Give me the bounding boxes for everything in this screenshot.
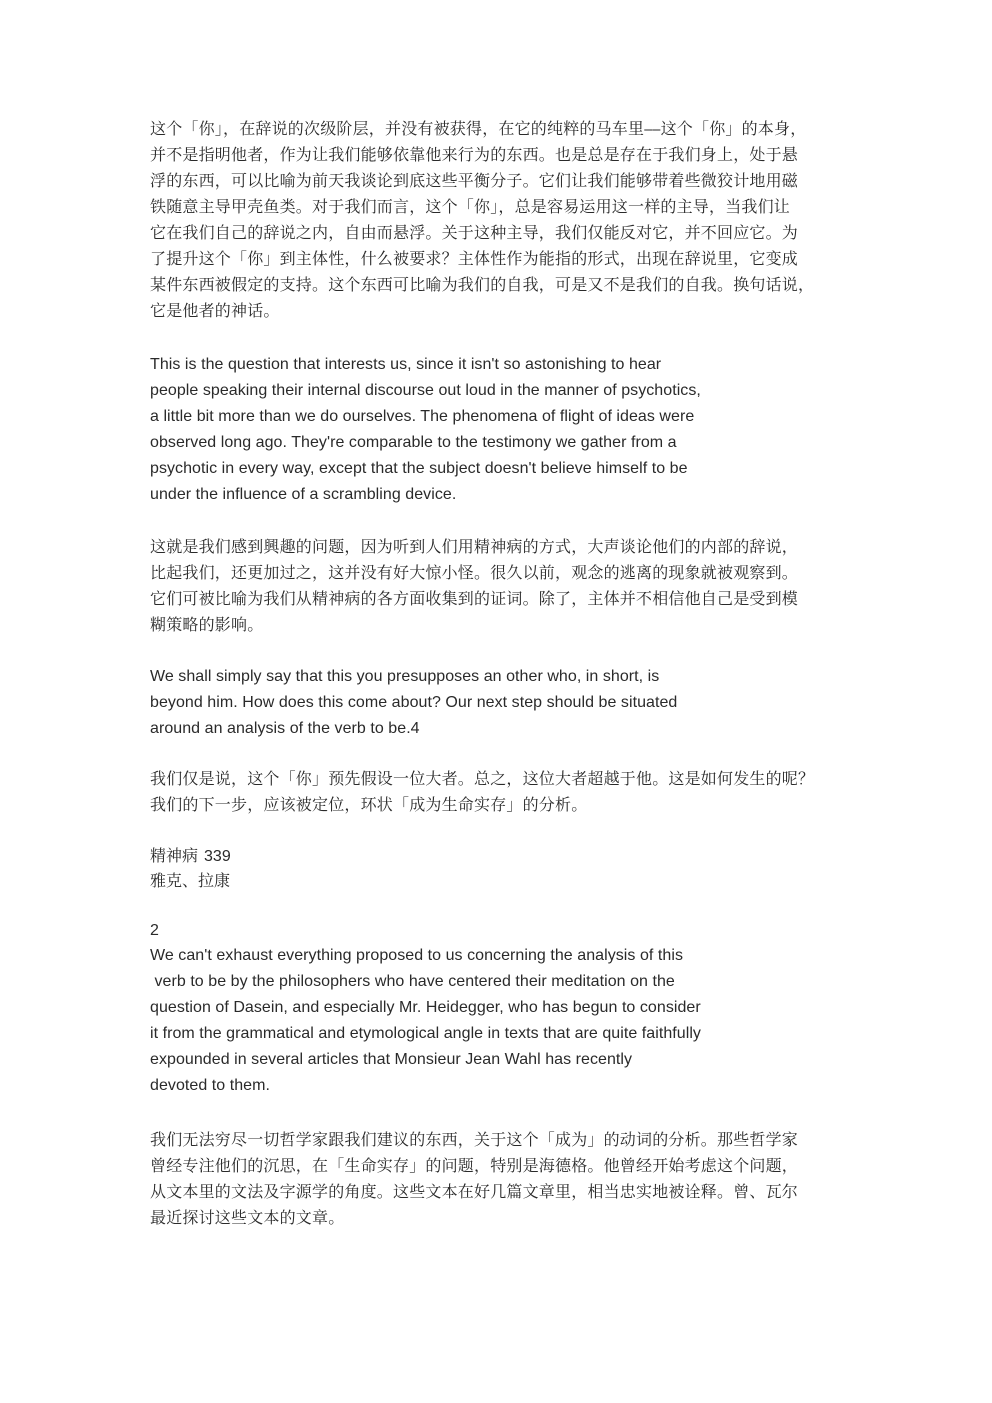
text-line: 比起我们，还更加过之，这并没有好大惊小怪。很久以前，观念的逃离的现象就被观察到。 [150, 563, 799, 582]
paragraph-zh-2 [150, 534, 845, 638]
text-line: 糊策略的影响。 [150, 615, 264, 634]
text-line: it from the grammatical and etymological angle in texts that are quite faithfully [150, 1025, 701, 1042]
text-line: We can't exhaust everything proposed to us concerning the analysis of this [150, 947, 683, 964]
text-line: under the influence of a scrambling device. [150, 486, 457, 503]
text-line: 这就是我们感到興趣的问题，因为听到人们用精神病的方式，大声谈论他们的内部的辞说， [150, 537, 799, 556]
text-line: 从文本里的文法及字源学的角度。这些文本在好几篇文章里，相当忠实地被诠释。曾、瓦尔 [150, 1182, 799, 1201]
paragraph-zh-1 [150, 116, 845, 324]
text-line: 这个「你」，在辞说的次级阶层，并没有被获得，在它的纯粹的马车里⎯⎯这个「你」的本身， [150, 119, 807, 138]
text-line: people speaking their internal discourse out loud in the manner of psychotics, [150, 382, 701, 399]
paragraph-gap [150, 324, 850, 352]
paragraph-gap [150, 638, 850, 664]
section-number: 2 [150, 922, 159, 939]
text-line: 它们可被比喻为我们从精神病的各方面收集到的证词。除了，主体并不相信他自己是受到模 [150, 589, 799, 608]
footer-title-line [150, 844, 850, 869]
text-line: 曾经专注他们的沉思，在「生命实存」的问题，特别是海德格。他曾经开始考虑这个问题， [150, 1156, 799, 1175]
paragraph-gap [150, 742, 850, 766]
text-line: verb to be by the philosophers who have centered their meditation on the [150, 973, 675, 990]
text-line: 最近探讨这些文本的文章。 [150, 1208, 345, 1227]
text-line: 它是他者的神话。 [150, 301, 280, 320]
text-line: psychotic in every way, except that the subject doesn't believe himself to be [150, 460, 688, 477]
text-line: We shall simply say that this you presupposes an other who, in short, is [150, 668, 660, 685]
paragraph-gap [150, 818, 850, 844]
paragraph-gap [150, 508, 850, 534]
text-line: a little bit more than we do ourselves. The phenomena of flight of ideas were [150, 408, 695, 425]
footer-author: 雅克、拉康 [150, 871, 231, 890]
paragraph-en-1 [150, 352, 770, 508]
running-footer [150, 844, 850, 893]
paragraph-en-3 [150, 943, 770, 1099]
text-line: 某件东西被假定的支持。这个东西可比喻为我们的自我，可是又不是我们的自我。换句话说， [150, 275, 815, 294]
text-line: devoted to them. [150, 1077, 270, 1094]
text-line: 我们仅是说，这个「你」预先假设一位大者。总之，这位大者超越于他。这是如何发生的呢？ [150, 769, 815, 788]
text-line: 并不是指明他者，作为让我们能够依靠他来行为的东西。也是总是存在于我们身上，处于悬 [150, 145, 799, 164]
text-line: 我们无法穷尽一切哲学家跟我们建议的东西，关于这个「成为」的动词的分析。那些哲学家 [150, 1130, 799, 1149]
paragraph-gap [150, 893, 850, 919]
text-line: This is the question that interests us, since it isn't so astonishing to hear [150, 356, 662, 373]
text-line: 浮的东西，可以比喻为前天我谈论到底这些平衡分子。它们让我们能够带着些微狡计地用磁 [150, 171, 799, 190]
text-line: observed long ago. They're comparable to the testimony we gather from a [150, 434, 677, 451]
text-line: around an analysis of the verb to be.4 [150, 720, 420, 737]
footer-page-number: 339 [204, 848, 231, 865]
text-line: 我们的下一步，应该被定位，环状「成为生命实存」的分析。 [150, 795, 588, 814]
document-body [150, 116, 850, 1231]
paragraph-zh-4 [150, 1127, 845, 1231]
text-line: question of Dasein, and especially Mr. Heidegger, who has begun to consider [150, 999, 701, 1016]
text-line: 它在我们自己的辞说之内，自由而悬浮。关于这种主导，我们仅能反对它，并不回应它。为 [150, 223, 799, 242]
paragraph-gap [150, 1099, 850, 1127]
footer-title: 精神病 [150, 846, 199, 865]
text-line: expounded in several articles that Monsieur Jean Wahl has recently [150, 1051, 633, 1068]
paragraph-en-2 [150, 664, 770, 742]
text-line: 铁随意主导甲壳鱼类。对于我们而言，这个「你」，总是容易运用这一样的主导，当我们让 [150, 197, 791, 216]
paragraph-zh-3 [150, 766, 845, 818]
text-line: 了提升这个「你」到主体性，什么被要求？主体性作为能指的形式，出现在辞说里，它变成 [150, 249, 799, 268]
text-line: beyond him. How does this come about? Our next step should be situated [150, 694, 678, 711]
